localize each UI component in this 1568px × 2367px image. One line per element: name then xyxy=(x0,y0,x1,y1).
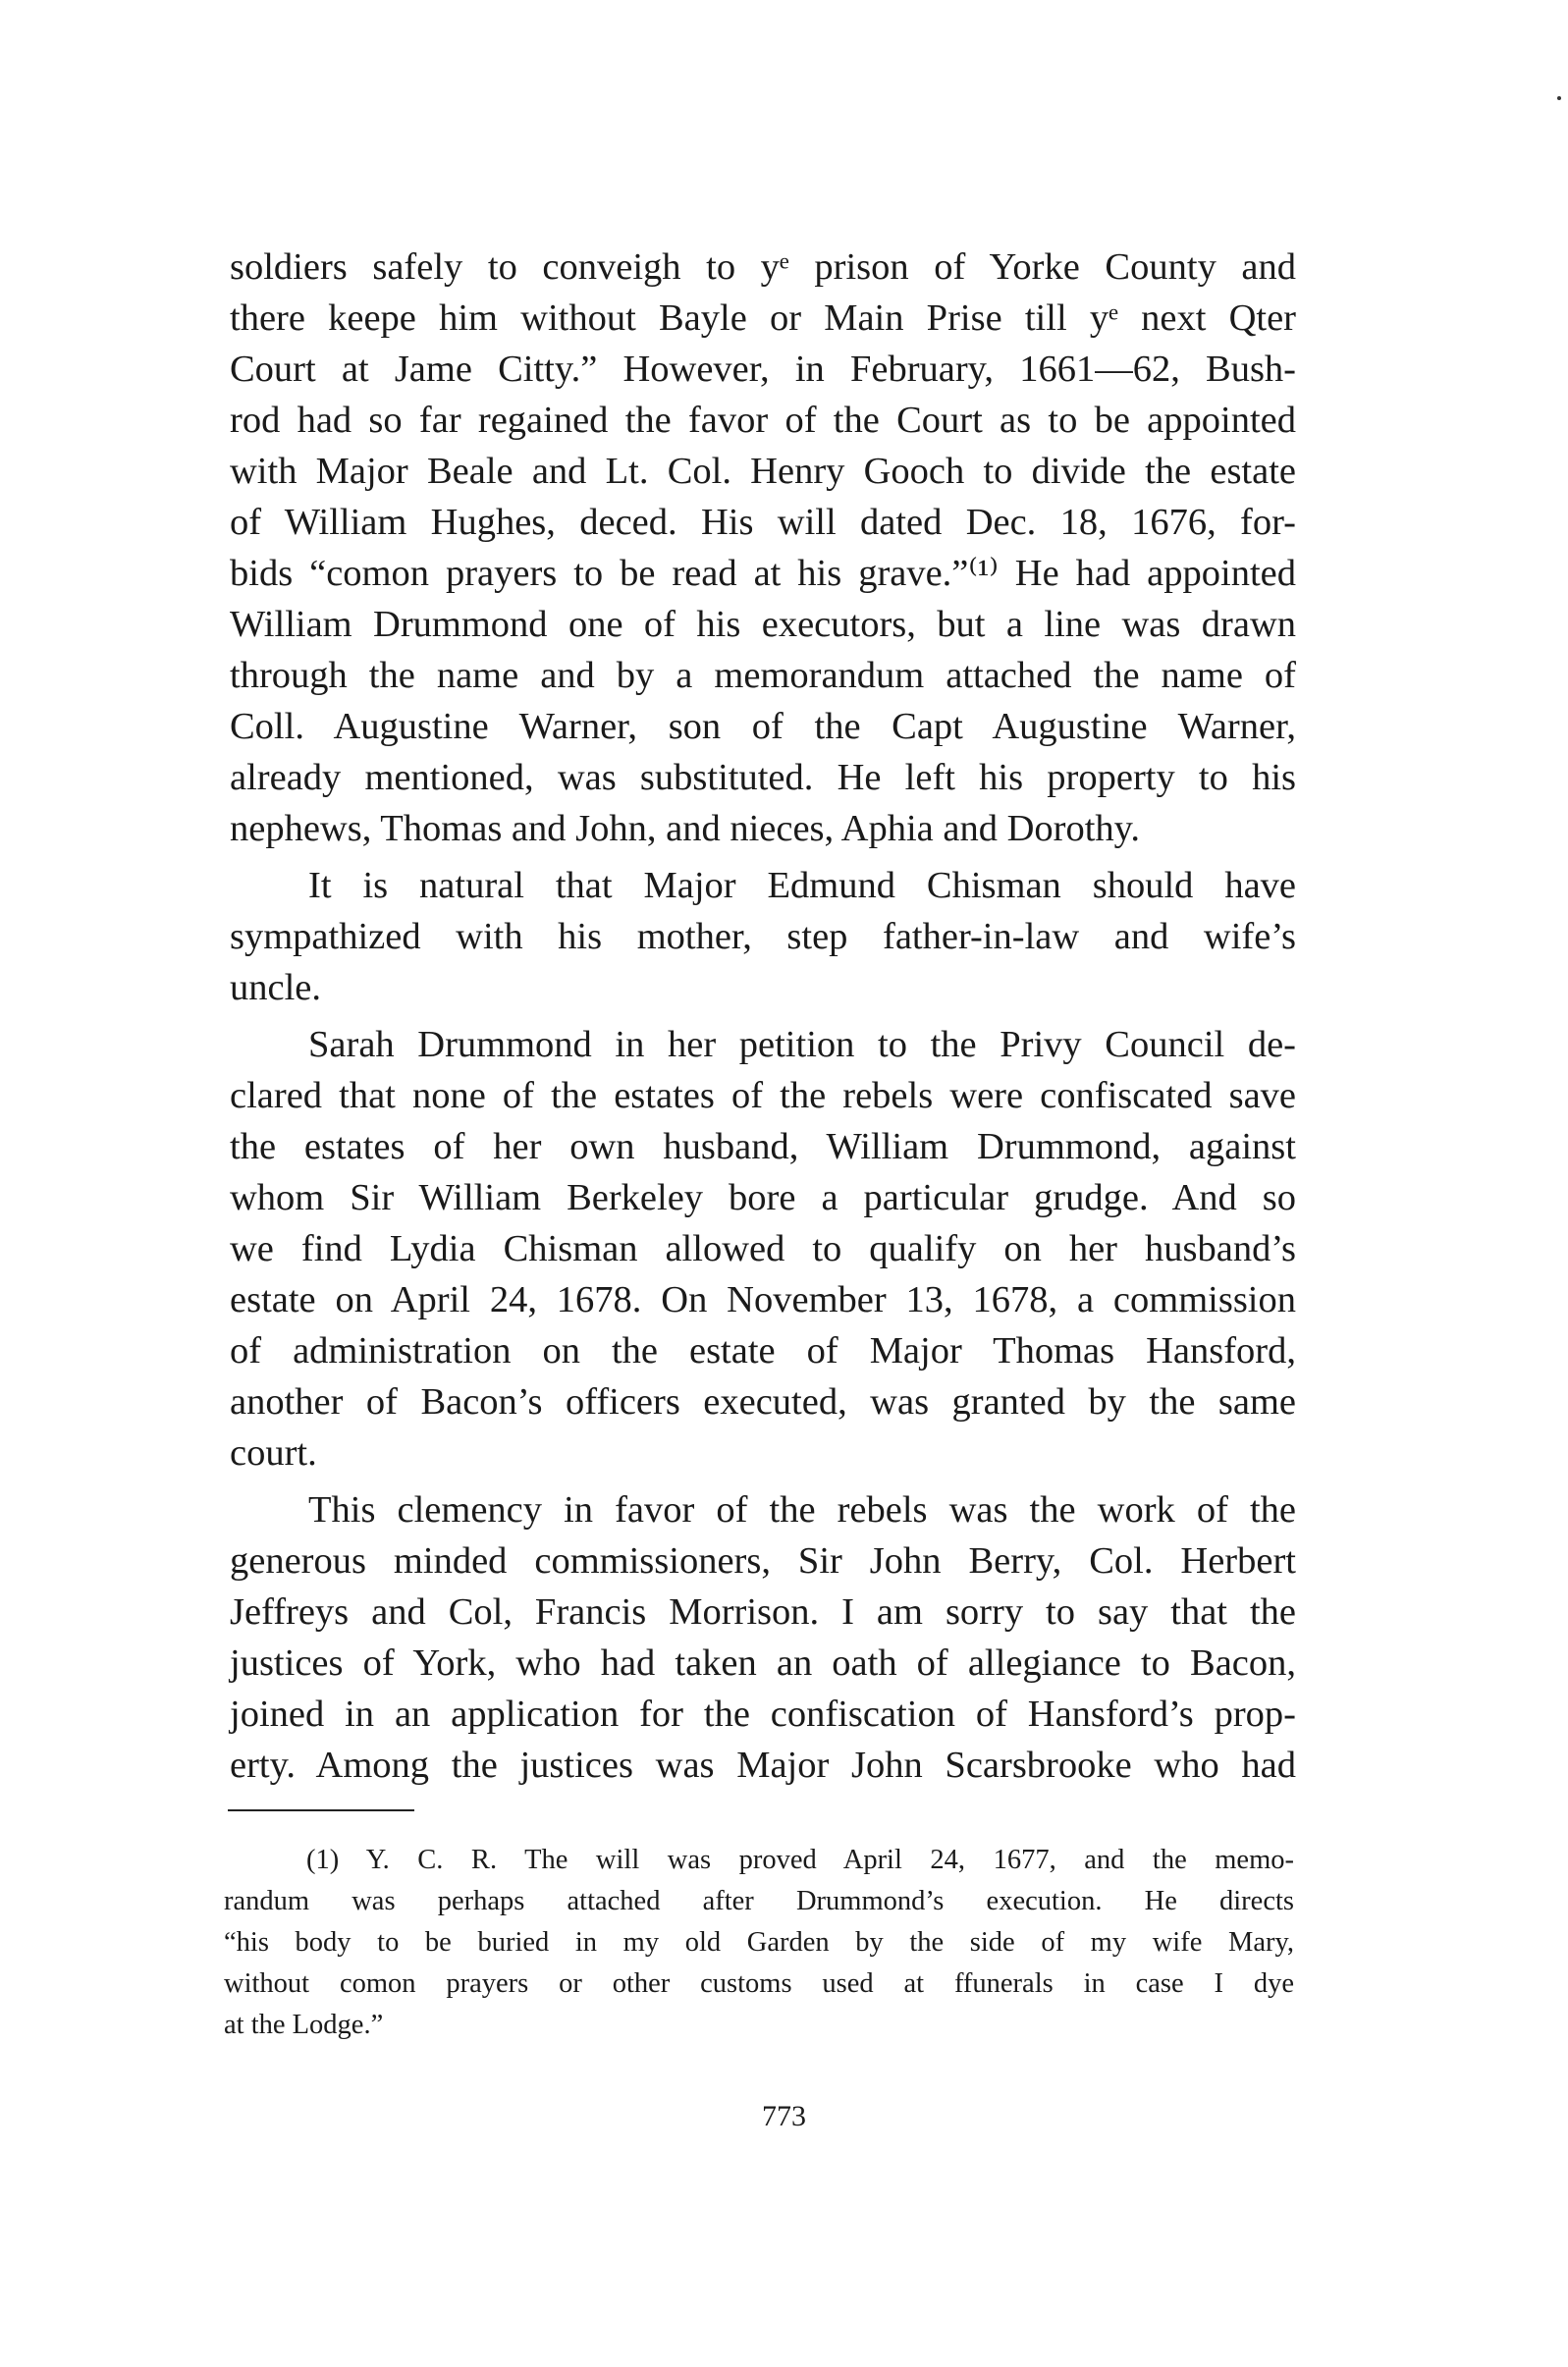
text-line: court. xyxy=(230,1432,317,1474)
footnote-line: at the Lodge.” xyxy=(224,2010,384,2040)
text-line: sympathized with his mother, step father-in-law and wife’s xyxy=(230,916,1296,957)
text-line: the estates of her own husband, William Drummond, against xyxy=(230,1126,1296,1167)
text-line: of William Hughes, deced. His will dated Dec. 18, 1676, for- xyxy=(230,502,1296,543)
text-line: bids “comon prayers to be read at his grave.”⁽¹⁾ He had appointed xyxy=(230,553,1296,594)
text-line: nephews, Thomas and John, and nieces, Aphia and Dorothy. xyxy=(230,808,1141,849)
paragraph-4 xyxy=(230,1484,1296,1791)
text-line: estate on April 24, 1678. On November 13, 1678, a commission xyxy=(230,1279,1296,1320)
paragraph-1 xyxy=(230,242,1296,854)
text-line: It is natural that Major Edmund Chisman should have xyxy=(308,865,1296,906)
text-line: Court at Jame Citty.” However, in February, 1661—62, Bush- xyxy=(230,349,1296,390)
text-line: erty. Among the justices was Major John Scarsbrooke who had xyxy=(230,1745,1296,1786)
footnote-line: without comon prayers or other customs used at ffunerals in case I dye xyxy=(224,1968,1294,1999)
footnote-line: randum was perhaps attached after Drummond’s execution. He directs xyxy=(224,1886,1294,1916)
body-text xyxy=(230,242,1296,1791)
text-line: with Major Beale and Lt. Col. Henry Gooch to divide the estate xyxy=(230,451,1296,492)
text-line: another of Bacon’s officers executed, was granted by the same xyxy=(230,1381,1296,1423)
text-line: of administration on the estate of Major Thomas Hansford, xyxy=(230,1330,1296,1372)
paragraph-2 xyxy=(230,860,1296,1013)
text-line: we find Lydia Chisman allowed to qualify on her husband’s xyxy=(230,1228,1296,1269)
text-line: already mentioned, was substituted. He left his property to his xyxy=(230,757,1296,798)
text-line: William Drummond one of his executors, but a line was drawn xyxy=(230,604,1296,645)
text-line: joined in an application for the confiscation of Hansford’s prop- xyxy=(230,1694,1296,1735)
text-line: justices of York, who had taken an oath of allegiance to Bacon, xyxy=(230,1642,1296,1684)
text-line: whom Sir William Berkeley bore a particular grudge. And so xyxy=(230,1177,1296,1218)
margin-speck xyxy=(1557,96,1561,100)
text-line: uncle. xyxy=(230,967,321,1008)
footnote-line: (1) Y. C. R. The will was proved April 24, 1677, and the memo- xyxy=(306,1845,1294,1875)
footnote-line: “his body to be buried in my old Garden by the side of my wife Mary, xyxy=(224,1927,1294,1958)
text-line: rod had so far regained the favor of the Court as to be appointed xyxy=(230,400,1296,441)
text-line: Coll. Augustine Warner, son of the Capt Augustine Warner, xyxy=(230,706,1296,747)
text-line: soldiers safely to conveigh to yᵉ prison of Yorke County and xyxy=(230,246,1296,288)
footnote xyxy=(224,1840,1294,2046)
footnote-divider xyxy=(228,1809,414,1811)
text-line: Sarah Drummond in her petition to the Privy Council de- xyxy=(308,1024,1296,1065)
text-line: This clemency in favor of the rebels was the work of the xyxy=(308,1489,1296,1531)
page-number: 773 xyxy=(762,2100,806,2132)
text-line: through the name and by a memorandum attached the name of xyxy=(230,655,1296,696)
text-line: there keepe him without Bayle or Main Prise till yᵉ next Qter xyxy=(230,297,1296,339)
text-line: clared that none of the estates of the rebels were confiscated save xyxy=(230,1075,1296,1116)
paragraph-3 xyxy=(230,1019,1296,1479)
text-line: Jeffreys and Col, Francis Morrison. I am sorry to say that the xyxy=(230,1591,1296,1633)
text-line: generous minded commissioners, Sir John Berry, Col. Herbert xyxy=(230,1540,1296,1582)
